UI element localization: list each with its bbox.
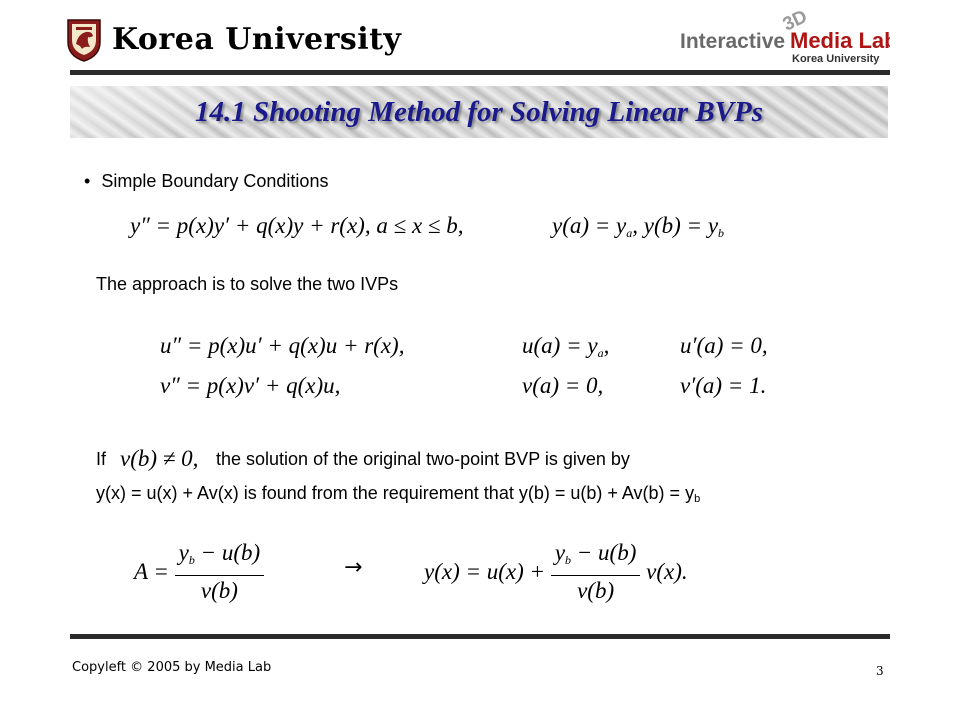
- condition-equation: v(b) ≠ 0,: [120, 446, 199, 471]
- footer-divider: [70, 634, 890, 639]
- slide-title: 14.1 Shooting Method for Solving Linear BVPs: [194, 96, 764, 128]
- u-prime-initial-condition: u′(a) = 0,: [680, 333, 768, 358]
- if-label: If: [96, 449, 107, 469]
- A-formula: A = $\frac{y_b - u(b)}{v(b)}$: [134, 538, 264, 606]
- bullet-item: [84, 170, 328, 192]
- svg-text:Interactive: Interactive: [680, 30, 786, 53]
- arrow-icon: →: [344, 555, 363, 580]
- A-fraction: $\frac{y_b - u(b)}{v(b)}$: [175, 538, 265, 606]
- title-banner: [70, 86, 888, 138]
- media-lab-logo: [680, 4, 890, 66]
- korea-university-crest-icon: [66, 18, 102, 62]
- ode-equation: y″ = p(x)y′ + q(x)y + r(x), a ≤ x ≤ b,: [130, 213, 464, 238]
- solution-fraction: $\frac{y_b - u(b)}{v(b)}$: [551, 538, 641, 606]
- bullet-icon: •: [84, 171, 91, 191]
- copyleft-notice: Copyleft © 2005 by Media Lab: [72, 660, 272, 675]
- header-divider: [70, 70, 890, 75]
- university-name: Korea University: [112, 22, 402, 57]
- svg-text:Korea University: Korea University: [792, 53, 880, 65]
- u-ode-equation: u″ = p(x)u′ + q(x)u + r(x),: [160, 333, 405, 358]
- approach-text: The approach is to solve the two IVPs: [96, 274, 399, 294]
- solution-requirement-text: y(x) = u(x) + Av(x) is found from the requirement that y(b) = u(b) + Av(b) = yb: [96, 483, 701, 505]
- boundary-conditions-equation: $y(a) = y_a$, $y(b) = y_b$: [552, 213, 725, 240]
- page-number: 3: [876, 664, 884, 678]
- if-rest-text: the solution of the original two-point BVP is given by: [216, 449, 630, 469]
- svg-text:3D: 3D: [779, 6, 811, 36]
- bullet-text: Simple Boundary Conditions: [101, 171, 329, 191]
- v-prime-initial-condition: v′(a) = 1.: [680, 373, 767, 398]
- solution-formula: y(x) = u(x) + $\frac{y_b - u(b)}{v(b)}$ v(x).: [424, 538, 688, 606]
- svg-text:Media Lab: Media Lab: [790, 28, 890, 53]
- u-initial-condition: $u(a) = y_a$,: [522, 333, 610, 360]
- v-initial-condition: v(a) = 0,: [522, 373, 604, 398]
- v-ode-equation: v″ = p(x)v′ + q(x)u,: [160, 373, 341, 398]
